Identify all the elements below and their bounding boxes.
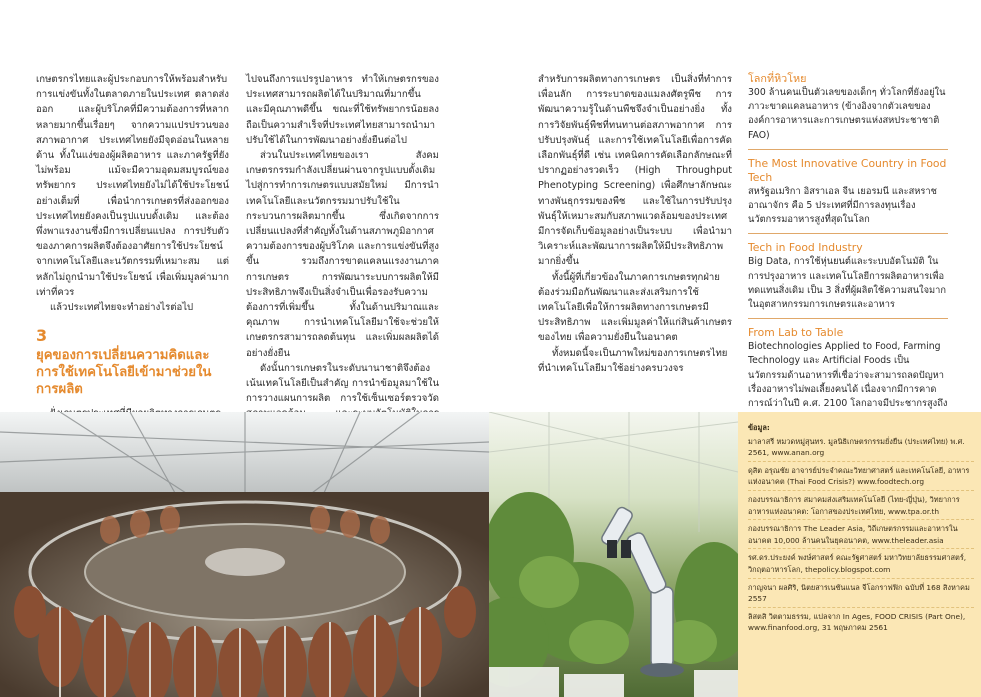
text-column-3 (538, 72, 732, 376)
greenhouse-robot-photo (489, 412, 738, 697)
paragraph: ไปจนถึงการแปรรูปอาหาร ทำให้เกษตรกรของประเทศสามารถผลิตได้ในปริมาณที่มากขึ้น และมีคุณภาพดีขึ้น ขณะที่ใช้ทรัพยากรน้อยลง ถือเป็นความสำเร็จที่ประเทศไทยสามารถนำมาปรับใช้ได้ในการพัฒนาอย่างยั่งยืนต่อไป (246, 74, 439, 146)
paragraph: ส่วนในประเทศไทยของเรา สังคมเกษตรกรรมกำลังเปลี่ยนผ่านจากรูปแบบดั้งเดิมไปสู่การทำการเกษตรแบบสมัยใหม่ มีการนำเทคโนโลยีและนวัตกรรมมาปรับใช้ในกระบวนการผลิตมากขึ้น ซึ่งเกิดจากการเปลี่ยนแปลงที่สำคัญทั้งในด้านสภาพภูมิอากาศ ความต้องการของผู้บริโภค และการแข่งขันที่สูงขึ้น รวมถึงการขาดแคลนแรงงานภาคการเกษตร การพัฒนาระบบการผลิตให้มีประสิทธิภาพจึงเป็นสิ่งจำเป็นเพื่อรองรับความต้องการที่เพิ่มขึ้น ทั้งในด้านปริมาณและคุณภาพ การนำเทคโนโลยีมาใช้จะช่วยให้เกษตรกรสามารถลดต้นทุน และเพิ่มผลผลิตได้อย่างยั่งยืน (246, 150, 439, 359)
divider (748, 519, 974, 520)
divider (748, 461, 974, 462)
fact-text: สหรัฐอเมริกา อิสราเอล จีน เยอรมนี และสหราชอาณาจักร คือ 5 ประเทศที่มีการลงทุนเรื่องนวัตกรรมอาหารสูงที่สุดในโลก (748, 185, 937, 226)
paragraph: ดังนั้นการเกษตรในระดับนานาชาติจึงต้องเน้นเทคโนโลยีเป็นสำคัญ การนำข้อมูลมาใช้ในการวางแผนการผลิต การใช้เซ็นเซอร์ตรวจวัด (246, 362, 439, 405)
divider (748, 318, 948, 319)
fact-heading: Tech in Food Industry (748, 241, 863, 255)
paragraph: ทั้งหมดนี้จะเป็นภาพใหม่ของการเกษตรไทยที่นำเทคโนโลยีมาใช้อย่างครบวงจร (538, 347, 728, 374)
fact-heading: The Most Innovative Country in Food Tech (748, 156, 947, 184)
reference-item: มาลาสรี หมวดหมู่สุนทร. มูลนิธิเกษตรกรรมยั่งยืน (ประเทศไทย) พ.ศ. 2561, www.anan.org (748, 436, 965, 458)
rotary-milking-photo (0, 412, 489, 697)
dairy-parlor-illustration (0, 412, 489, 697)
section-number: 3 (36, 326, 48, 346)
paragraph: เกษตรกรไทยและผู้ประกอบการให้พร้อมสำหรับการแข่งขันทั้งในตลาดภายในประเทศ ตลาดส่งออก และผู้บริโภคที่มีความต้องการที่หลากหลายมากขึ้นเรื่อยๆ จากความแปรปรวนของสภาพอากาศ ประเทศไทยยังมีจุดอ่อนในหลายด้าน ทั้งในแง่ของผู้ผลิตอาหาร และภาครัฐที่ยังไม่พร้อม แม้จะมีความอุดมสมบูรณ์ของทรัพยากร ประเทศไทยยังไม่ได้ใช้ประโยชน์อย่างเต็มที่ เพื่อนำการเกษตรที่ส่งออกของประเทศไทยยังคงเป็นรูปแบบดั้งเดิม และต้องพึ่งพาแรงงานซึ่งมีการเปลี่ยนแปลง การปรับตัวของภาคการผลิตจึงต้องอาศัยการใช้ประโยชน์จากเทคโนโลยีและนวัตกรรมที่เหมาะสม แต่หลักไม่ถูกนำมาใช้ประโยชน์ เพื่อเพิ่มมูลค่ามากเท่าที่ควร (36, 74, 229, 298)
reference-item: ดุสิต อรุณชัย อาจารย์ประจำคณะวิทยาศาสตร์ และเทคโนโลยี, อาหารแห่งอนาคต (Thai Food Crisis?) www.foodtech.org (748, 465, 970, 487)
fact-text: 300 ล้านคนเป็นตัวเลขของเด็กๆ ทั่วโลกที่ยังอยู่ในภาวะขาดแคลนอาหาร (ข้างอิงจากตัวเลขขององค์การอาหารและการเกษตรแห่งสหประชาชาติ FAO) (748, 87, 946, 141)
reference-item: กองบรรณาธิการ The Leader Asia, วิถีเกษตรกรรมและอาหารในอนาคต 10,000 ล้านคนในยุคอนาคต, www.theleader.asia (748, 524, 958, 545)
text-column-2 (246, 72, 439, 467)
fact-text: Big Data, การใช้หุ่นยนต์และระบบอัตโนมัติ ในการปรุงอาหาร และเทคโนโลยีการผลิตอาหารเพื่อทดแทนสิ่งเดิม เป็น 3 สิ่งที่ผู้ผลิตใช้ความสนใจมากในอุตสาหกรรมการเกษตรและอาหาร (748, 256, 947, 311)
divider (748, 490, 974, 491)
divider (748, 548, 974, 549)
divider (748, 607, 974, 608)
fact-heading: From Lab to Table (748, 326, 844, 340)
fact-heading: โลกที่หิวโหย (748, 72, 807, 85)
divider (748, 149, 948, 150)
references-heading: ข้อมูล: (748, 423, 770, 432)
references-list (748, 422, 974, 634)
reference-item: กองบรรณาธิการ สมาคมส่งเสริมเทคโนโลยี (ไทย-ญี่ปุ่น), วิทยาการอาหารแห่งอนาคต: โอกาสของประเทศไทย, www.tpa.or.th (748, 494, 960, 516)
reference-item: ลิสตสิ วิตตามธรรม, แปลจาก In Ages, FOOD CRISIS (Part One), www.finanfood.org, 31 พฤษภาคม 2561 (748, 611, 966, 633)
paragraph: แล้วประเทศไทยจะทำอย่างไรต่อไป (50, 302, 194, 314)
section-title: ยุคของการเปลี่ยนความคิดและการใช้เทคโนโลยีเข้ามาช่วยในการผลิต (36, 348, 212, 398)
sidebar-facts (748, 72, 948, 430)
greenhouse-illustration (489, 412, 738, 697)
fact-text: Biotechnologies Applied to Food, Farming Technology และ Artificial Foods เป็นนวัตกรรมด้านอาหารที่เชื่อว่าจะสามารถลดปัญหาเรื่องอาหารไม่พอเลี้ยงคนได้ เนื่องจากมีการคาดการณ์ว่าในปี ค.ศ. 2100 โลกอาจมีประชากรสูงถึง (748, 341, 948, 410)
references-panel (738, 412, 981, 697)
reference-item: รศ.ดร.ประยงค์ พงษ์ศาสตร์ คณะรัฐศาสตร์ มหาวิทยาลัยธรรมศาสตร์, วิกฤตอาหารโลก, thepolicy.blogspot.com (748, 553, 967, 574)
divider (748, 578, 974, 579)
paragraph: ทั้งนี้ผู้ที่เกี่ยวข้องในภาคการเกษตรทุกฝ่ายต้องร่วมมือกันพัฒนาและส่งเสริมการใช้เทคโนโลยีเพื่อให้การผลิตทางการเกษตรมีประสิทธิภาพ และเพิ่มมูลค่าให้แก่สินค้าเกษตรของไทย เพื่อความยั่งยืนในอนาคต (538, 271, 732, 344)
reference-item: กาญจนา ผลศิริ, นิตยสารเนชันแนล จีโอกราฟฟิก ฉบับที่ 168 สิงหาคม 2557 (748, 582, 970, 604)
divider (748, 233, 948, 234)
paragraph: สำหรับการผลิตทางการเกษตร เป็นสิ่งที่ทำการเพื่อนลัก การระบาดของแมลงศัตรูพืช การพัฒนาความรู้ในด้านพืชจึงจำเป็นอย่างยิ่ง ทั้งการวิจัยพันธุ์พืชที่ทนทานต่อสภาพอากาศ การปรับปรุงพันธุ์ และการใช้เทคโนโลยีเพื่อการคัดเลือกพันธุ์ที่ดี เช่น เทคนิคการคัดเลือกลักษณะที่ปรากฏอย่างรวดเร็ว (High Throughput Phenotyping Screening) เพื่อศึกษาลักษณะทางพันธุกรรมของพืช และใช้ในการปรับปรุงพันธุ์ให้เหมาะสมกับสภาพแวดล้อมของประเทศ มีการจัดเก็บข้อมูลอย่างเป็นระบบ เพื่อนำมาวิเคราะห์และพัฒนาการผลิตให้มีประสิทธิภาพมากยิ่งขึ้น (538, 74, 732, 268)
